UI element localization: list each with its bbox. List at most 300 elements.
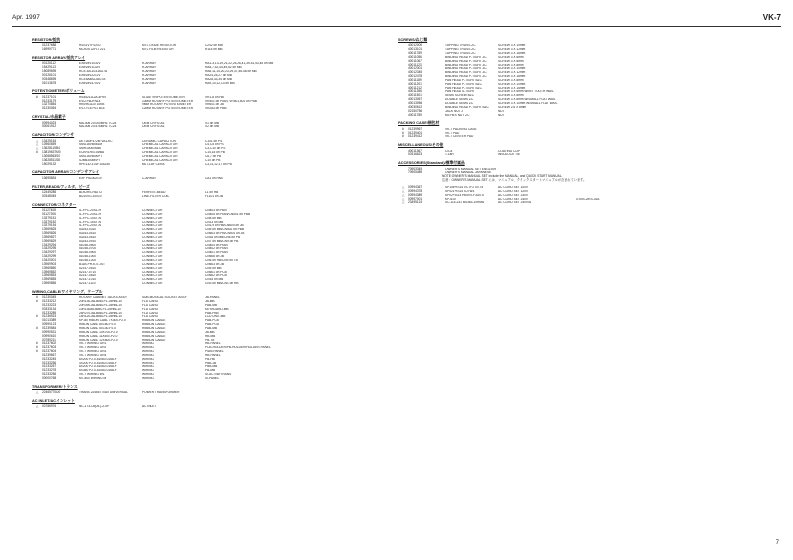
description: SCREW 3 X 6mm W/INT TOOTH WAS. bbox=[498, 90, 555, 94]
description: FLU CARD bbox=[142, 300, 158, 304]
description: AC CORD SET 120V bbox=[498, 189, 529, 193]
description: R-ARRAY bbox=[142, 73, 157, 77]
part-number: 40011367 bbox=[408, 148, 422, 153]
remarks: JB-MB bbox=[205, 300, 215, 304]
section-title: TRANSFORMER/トランス bbox=[32, 384, 78, 389]
mark: # bbox=[36, 94, 38, 99]
part-number: 01237602 bbox=[42, 341, 57, 346]
part-number: 00061912 bbox=[42, 124, 57, 129]
remarks: VR1-8 on HB bbox=[205, 95, 224, 99]
remarks: PAB-PBB bbox=[205, 311, 219, 315]
description: RIBBON CABLE bbox=[142, 323, 166, 327]
parts-row bbox=[36, 377, 396, 381]
part-number: 01013389 bbox=[42, 318, 57, 323]
description: FERRITE-BEAD bbox=[142, 190, 166, 194]
description: CONNECTOR bbox=[142, 270, 163, 274]
description: RIBBON CABLE bbox=[142, 319, 166, 323]
description: WIRING bbox=[142, 350, 154, 354]
part-name: IL-FPC-14ST-N bbox=[79, 216, 101, 220]
description: CHEMICAL CAPACITOR bbox=[142, 147, 178, 151]
mark: △ bbox=[402, 192, 405, 197]
part-name: 51048-1200 bbox=[79, 258, 97, 262]
part-name: OWNER'S MANUAL JAPANESE bbox=[445, 171, 492, 175]
part-number: 00789211 bbox=[42, 337, 56, 342]
remarks: CN402 on PIAN bbox=[205, 247, 228, 251]
part-number: 15029132 bbox=[42, 161, 57, 166]
part-number: 01239584 bbox=[42, 325, 57, 330]
part-number: 13429299 bbox=[42, 254, 57, 259]
description: SCREW 3 X 16mm bbox=[498, 86, 526, 90]
remarks bbox=[205, 391, 396, 395]
remarks bbox=[576, 153, 636, 157]
remarks: CN5 on MB bbox=[205, 266, 222, 270]
part-name: CS-8 bbox=[445, 149, 453, 153]
description: SCREW 3 X 8mm bbox=[498, 78, 524, 82]
part-number: 13628511S8 bbox=[42, 157, 60, 162]
part-number: 01233245 bbox=[42, 356, 57, 361]
description: R-ARRAY bbox=[142, 81, 157, 85]
part-name: SEMS SCREW BZC bbox=[445, 94, 475, 98]
part-number: 13969856 bbox=[42, 281, 57, 286]
mark: △ bbox=[36, 138, 39, 143]
description: WIRING bbox=[142, 361, 154, 365]
part-number: 00994023 bbox=[42, 120, 57, 125]
part-name: IL-FPC-24SL-H bbox=[79, 212, 101, 216]
part-number: 13969826 bbox=[42, 231, 57, 236]
part-name: DOUBLE SEMS ZC bbox=[445, 102, 474, 105]
part-number: 13379152 bbox=[42, 219, 57, 224]
part-name: SP02+IS14 H05VV-F3G0.5 bbox=[445, 193, 484, 197]
section-title: CAPACITOR ARRAY/コンデンサアレイ bbox=[32, 170, 100, 175]
mark: # bbox=[36, 325, 38, 330]
remarks: VR401 on PIAN, VR501,502 on PBB bbox=[205, 99, 257, 103]
part-number: 00990531 bbox=[42, 329, 57, 334]
part-name: TAPPING TRUSS ZC bbox=[445, 52, 476, 56]
part-name: 52147-1110 bbox=[79, 282, 96, 286]
remarks bbox=[576, 171, 636, 175]
part-number: 13969827 bbox=[42, 234, 57, 239]
description: SCREW 3 X 16mm bbox=[498, 52, 526, 56]
part-number: 13379151 bbox=[42, 215, 57, 220]
part-number: 00994378 bbox=[408, 188, 423, 193]
section-title: WIRING,CABLE/ワイヤリング、ケーブル bbox=[32, 289, 103, 294]
description: R-ARRAY bbox=[142, 70, 157, 74]
description: AC INLET bbox=[142, 405, 157, 409]
description: CONNECTOR bbox=[142, 235, 163, 239]
part-number: 40011212 bbox=[408, 85, 422, 90]
description: WIRING bbox=[142, 346, 154, 350]
part-number: 40011056 bbox=[408, 54, 422, 59]
manual-note: NOTE:OWNER'S MANUAL SET include the MANUAL, and QUICK START MANUAL. bbox=[442, 174, 563, 179]
description: MLT-LAY CERA bbox=[142, 162, 165, 166]
part-name: EXBV8V103JV bbox=[79, 62, 101, 66]
mark: △ bbox=[402, 188, 405, 193]
part-number: 13379154 bbox=[42, 223, 57, 228]
part-number: 16999771 bbox=[42, 47, 57, 52]
part-name: RIBON CABL 11X500-P2.0 bbox=[79, 334, 118, 338]
description: SCREW 3 X 8mm bbox=[498, 63, 524, 67]
description: WIRING bbox=[142, 373, 154, 377]
remarks: C6,7 on PB bbox=[205, 154, 222, 158]
part-name: PAN HEAD P-TIGHT BZC bbox=[445, 86, 482, 90]
remarks: LCD UNIT-MB bbox=[205, 315, 226, 319]
part-name: BINDING HEAD P-TIGHT ZC bbox=[445, 59, 487, 63]
part-name: MCR25 JZH J 221 bbox=[79, 48, 106, 52]
part-name: 14R120-A6-BBB-P1-25HBL10 bbox=[79, 315, 122, 319]
part-number: 13819637M0 bbox=[42, 150, 61, 155]
remarks: CN602 on PCB bbox=[205, 274, 227, 278]
part-name: RS4521112A-4PIN bbox=[79, 95, 106, 99]
remarks: PAB-MB bbox=[205, 303, 217, 307]
part-number: 01230054 bbox=[42, 106, 57, 111]
part-name: BINDING HEAD P-TIGHT BZC bbox=[445, 105, 489, 109]
part-number: 01233212 bbox=[42, 299, 57, 304]
part-name: VK-7 PAD bbox=[445, 131, 460, 135]
remarks: RA24,25,27 on MB bbox=[205, 73, 232, 77]
description: R-ARRAY bbox=[142, 77, 157, 81]
section-title: ACCESSORIES(Standard)/標準付属品 bbox=[398, 161, 465, 166]
part-number: 40011501 bbox=[408, 93, 422, 98]
part-name: OWNER'S MANUAL SET ENGLISH bbox=[445, 167, 496, 171]
part-number: 40011067 bbox=[408, 58, 422, 63]
part-number: 01127206 bbox=[42, 211, 56, 216]
description: CONNECTOR bbox=[142, 247, 163, 251]
part-name: ECKR1H472MBA bbox=[79, 151, 105, 155]
part-number: 40011356 bbox=[408, 89, 422, 94]
description: RIBBON CABLE bbox=[142, 338, 166, 342]
part-name: EXF P6100ZGV bbox=[79, 176, 102, 180]
mark: # bbox=[36, 150, 38, 155]
remarks: PAB-MB bbox=[205, 326, 217, 330]
description: CONNECTOR bbox=[142, 274, 163, 278]
remarks: SI-PANEL bbox=[205, 376, 220, 380]
remarks: CA1 on PAB bbox=[205, 176, 223, 180]
extra bbox=[636, 171, 772, 175]
section-title: PACKING CASE/梱包材 bbox=[398, 121, 440, 126]
description: CHEMICAL CAPACITOR bbox=[142, 158, 178, 162]
remarks: CN603 on PB/CN501 on JB bbox=[205, 232, 245, 236]
description: NUT bbox=[498, 113, 505, 117]
description: CONNECTOR bbox=[142, 224, 163, 228]
part-name: JACK NUT 2 bbox=[445, 109, 464, 113]
description: CONNECTOR bbox=[142, 232, 163, 236]
part-name: TAPPING TRUSS ZC bbox=[445, 48, 476, 52]
description: WIRING bbox=[142, 357, 154, 361]
parts-row bbox=[402, 201, 772, 205]
remarks: CN603 on JB bbox=[205, 262, 224, 266]
remarks: PB-MB bbox=[205, 369, 216, 373]
part-number: 02150756 bbox=[408, 108, 423, 113]
part-name: T-18R bbox=[445, 153, 454, 157]
part-name: RIBON CABL 5X130-P2.0 bbox=[79, 326, 116, 330]
section-title: CAPACITOR/コンデンサ bbox=[32, 133, 75, 138]
part-name: 6X350 P2.0-51060-0168-F bbox=[79, 369, 117, 373]
mark: # bbox=[36, 341, 38, 346]
part-number: 01239967 bbox=[408, 126, 423, 131]
part-name: VK-7 WIRING GR3 bbox=[79, 350, 107, 354]
part-number: 00126101 bbox=[42, 72, 57, 77]
part-number: 13429294 bbox=[42, 242, 57, 247]
parts-row bbox=[402, 153, 772, 157]
part-number: 13429297 bbox=[42, 250, 57, 255]
remarks: L1 on HB bbox=[205, 190, 219, 194]
description: CONNECTOR bbox=[142, 251, 163, 255]
part-number: 40013067 bbox=[408, 97, 423, 102]
section-title: FILTER,BEADS/フィルタ、ビーズ bbox=[32, 184, 90, 189]
part-number: 00000768 bbox=[42, 375, 57, 380]
description: CHEMICAL CAPACITOR bbox=[142, 143, 178, 147]
part-name: RPE132-101F104Z50 bbox=[79, 162, 111, 166]
remarks: C3,C10 on PS bbox=[205, 147, 226, 151]
part-name: PAN HEAD S-TIGHT bbox=[445, 90, 475, 94]
part-number: 70905489 bbox=[408, 170, 423, 175]
remarks: CN405 on PIAN/CN501 on PBB bbox=[205, 212, 251, 216]
description: CONNECTOR bbox=[142, 258, 163, 262]
description: CONNECTOR bbox=[142, 212, 163, 216]
description: AC CORD SET 240V/A bbox=[498, 201, 532, 205]
description: CONNECTOR bbox=[142, 220, 163, 224]
left-column bbox=[32, 34, 396, 409]
part-name: TRANS 22465770U0 UNIVERSAL bbox=[79, 391, 128, 395]
part-number: 01233256 bbox=[42, 360, 57, 365]
part-name: SMG16VB561M bbox=[79, 143, 103, 147]
description: CHEMICAL CAPACITOR bbox=[142, 154, 178, 158]
remarks: CN7 on MB/CN9 on PB bbox=[205, 239, 239, 243]
remarks: X2 on MB bbox=[205, 125, 219, 129]
part-name: BINDING HEAD P-TIGHT ZC bbox=[445, 63, 487, 67]
part-number: 13969825 bbox=[42, 227, 57, 232]
mark: △ bbox=[36, 146, 39, 151]
remarks: PCB-HOLDER/PB-HOLDER/HOLDER-PANEL bbox=[205, 346, 271, 350]
remarks bbox=[576, 114, 636, 118]
remarks bbox=[205, 405, 396, 409]
part-name: 4X200 P2.0-51060-0168-F bbox=[79, 361, 117, 365]
remarks: R115 on MB bbox=[205, 48, 223, 52]
part-number: 01233289 bbox=[42, 310, 57, 315]
part-number: 12449285 bbox=[42, 189, 57, 194]
part-name: BINDING HEAD P-TIGHT ZC bbox=[445, 55, 487, 59]
part-name: RK09K1110 10KB bbox=[79, 103, 105, 107]
remarks: SI-AC SW/TRANS bbox=[205, 373, 232, 377]
part-number: 00994389 bbox=[408, 192, 423, 197]
description: CONNECTOR bbox=[142, 266, 163, 270]
part-name: 6X200 P2.0-51060-0168-F bbox=[79, 365, 117, 369]
remarks: C10 on PB bbox=[205, 158, 221, 162]
part-number: 13969852 bbox=[42, 269, 57, 274]
part-name: DOUBLE SEMS ZC bbox=[445, 98, 474, 102]
part-number: 15089695 bbox=[42, 69, 57, 74]
part-name: BU10VG-10010 bbox=[79, 194, 102, 198]
description: FLU CARD bbox=[142, 311, 158, 315]
section-title: CONNECTOR/コネクター bbox=[32, 202, 77, 207]
remarks: HB-PANEL bbox=[205, 353, 221, 357]
header-date: Apr. 1997 bbox=[12, 14, 40, 21]
part-number: 13429295 bbox=[42, 246, 57, 251]
description: CONNECTOR bbox=[142, 262, 163, 266]
part-name: 53253-0510 bbox=[79, 235, 97, 239]
section-title: MISCELLANEOUS/その他 bbox=[398, 143, 444, 148]
description: WIRING bbox=[142, 353, 154, 357]
description: C-ARRAY bbox=[142, 176, 157, 180]
part-number: 13969903 bbox=[42, 261, 57, 266]
description: MTL OXIDE RESISTOR bbox=[142, 44, 177, 48]
description: CONNECTOR bbox=[142, 243, 163, 247]
description: POWER TRANSFORMER bbox=[142, 391, 180, 395]
part-number: 01237604 bbox=[42, 349, 57, 354]
parts-row bbox=[402, 135, 772, 139]
part-name: PAN HEAD P-TIGHT BZC bbox=[445, 78, 482, 82]
section-title: RESISTOR/抵抗 bbox=[32, 38, 60, 42]
part-name: KP-80 RIBON CABL 7X300-P2.0 bbox=[79, 319, 126, 323]
part-name: SC-114-231 BS363-10HMA bbox=[445, 201, 485, 205]
part-number: 00997001 bbox=[408, 196, 423, 201]
part-name: RIBON CABL 8X160-P2.0 bbox=[79, 323, 116, 327]
extra bbox=[636, 135, 772, 139]
remarks: PB-TB bbox=[205, 338, 215, 342]
parts-row bbox=[36, 391, 396, 395]
part-number: 13695834 bbox=[42, 175, 57, 180]
part-number: 00990123 bbox=[42, 322, 57, 327]
remarks: PAB-PCB bbox=[205, 323, 219, 327]
remarks: CN601 on PCB bbox=[205, 270, 227, 274]
part-number: 40030612 bbox=[408, 104, 423, 109]
description: WIRING bbox=[142, 365, 154, 369]
mark: △ bbox=[36, 390, 39, 395]
description: CONNECTOR bbox=[142, 209, 163, 212]
mark: # bbox=[36, 299, 38, 304]
parts-row bbox=[36, 82, 396, 86]
remarks: VR283 on PBB bbox=[205, 107, 227, 111]
parts-row bbox=[36, 125, 396, 129]
part-name: SP021+IS14 SJTW3 bbox=[445, 189, 475, 193]
part-name: 10R130A6-BBB-P1-25HBL10 bbox=[79, 307, 121, 311]
description: SCREW 3 X 10mm bbox=[498, 67, 526, 71]
remarks: C242 on MB bbox=[205, 44, 223, 48]
extra bbox=[636, 201, 772, 205]
description: AC CORD SET 230V bbox=[498, 193, 529, 197]
section-title: CRYSTAL/水晶素子 bbox=[32, 115, 66, 120]
part-number: 13969853 bbox=[42, 273, 57, 278]
extra bbox=[636, 153, 772, 157]
header-model: VK-7 bbox=[762, 13, 781, 22]
remarks: CN1,9 on HB/CN604 on JB bbox=[205, 224, 244, 228]
mark: △ bbox=[36, 404, 39, 409]
mark: △ bbox=[36, 142, 39, 147]
part-name: 51048-0700 bbox=[79, 247, 97, 251]
part-name: RSS1VTP220J bbox=[79, 44, 101, 48]
remarks: CN403 on PAN bbox=[205, 209, 227, 212]
description: SCREW 3 X 10mm W/SMALL FLAT WAS. bbox=[498, 102, 558, 105]
description: FLU CARD bbox=[142, 307, 158, 311]
part-name: VK-7 WIRING GR1 bbox=[79, 342, 107, 346]
description: NUT bbox=[498, 109, 505, 113]
description: SCREW 3 X 10mm bbox=[498, 44, 526, 48]
mark: # bbox=[36, 345, 38, 350]
part-number: 01239412 bbox=[408, 134, 423, 139]
mark: # bbox=[36, 314, 38, 319]
parts-row bbox=[36, 282, 396, 286]
part-number: 01233278 bbox=[42, 368, 57, 373]
description: CONNECTOR bbox=[142, 282, 163, 286]
part-name: BINDING HEAD P-TIGHT ZC bbox=[445, 71, 487, 75]
part-name: NC-173-15(04-)-Z-0P bbox=[79, 405, 110, 409]
remarks: CN3 on MB/CN1 on HB bbox=[205, 282, 239, 286]
part-name: SP106+IS14 VCTF2 X0.75 bbox=[445, 186, 484, 189]
part-number: 40011189 bbox=[408, 77, 422, 82]
right-column bbox=[398, 34, 772, 205]
part-number: 00126112 bbox=[42, 61, 56, 66]
part-name: EVJ-Y15 F01 B14 bbox=[79, 107, 105, 111]
part-name: PAN HEAD P-TIGHT BZC bbox=[445, 82, 482, 86]
description: INSULOCK TIE bbox=[498, 153, 521, 157]
part-name: KP-610 bbox=[445, 197, 456, 201]
part-number: 01233256 bbox=[42, 372, 57, 377]
description: SCREW 3 X 12mm bbox=[498, 71, 526, 75]
part-name: MA-406 20.000MHZ TC24 bbox=[79, 121, 117, 125]
part-name: VK-7 WIRING W1 bbox=[79, 373, 105, 377]
part-name: VK-7 WIRING GR4 bbox=[79, 353, 107, 357]
description: MTL FILM RESISTOR bbox=[142, 48, 174, 52]
parts-row bbox=[36, 48, 396, 52]
mark: △ bbox=[402, 196, 405, 201]
part-number: 40011123 bbox=[408, 62, 422, 67]
part-number: 40012301 bbox=[408, 66, 423, 71]
part-name: VK-7 WIRING GR2 bbox=[79, 346, 107, 350]
part-name: 24R270-A6-BBB-P1-25HBL10 bbox=[79, 311, 122, 315]
description: SUB-MUSICAL SOCKET ASSY bbox=[142, 296, 187, 300]
part-name: IL-FPC-20SL-H bbox=[79, 209, 101, 212]
part-number: 23495124 bbox=[408, 200, 423, 205]
description: SCREW 3 X 8mm W/SMALL FLAT WAS. bbox=[498, 98, 556, 102]
part-number: 40013056 bbox=[408, 101, 423, 105]
part-name: IL-FPC-15ST-N bbox=[79, 220, 101, 224]
part-name: 53253-0410 bbox=[79, 232, 97, 236]
part-number: 01237688 bbox=[42, 43, 57, 48]
description: SCREW 3 X 12mm bbox=[498, 48, 526, 52]
description bbox=[498, 135, 576, 139]
remarks: X1 on MB bbox=[205, 121, 219, 125]
description: CONNECTOR bbox=[142, 255, 163, 259]
remarks: FL101 on JB bbox=[205, 194, 224, 198]
description: RIBBON CABLE bbox=[142, 330, 166, 334]
part-name: B11B-PH-K-S JST bbox=[79, 262, 105, 266]
description: 10MM ROTARY POTENTIOMETER bbox=[142, 99, 194, 103]
part-number: 01239667 bbox=[42, 352, 57, 357]
part-number: 00348045 bbox=[42, 193, 57, 198]
remarks: JB-MB bbox=[205, 330, 215, 334]
section-title: SCREWS/ねじ類 bbox=[398, 38, 428, 42]
part-number: 40012345 bbox=[408, 70, 423, 75]
part-name: 52147-0510 bbox=[79, 266, 97, 270]
part-name: MT-800 WIRING M bbox=[79, 376, 107, 380]
part-name: RCE5A4B2JAG7A bbox=[79, 77, 106, 81]
remarks bbox=[576, 135, 636, 139]
parts-row bbox=[36, 107, 396, 111]
description: SCREW 3 X 10mm bbox=[498, 82, 526, 86]
part-number: 00333134 bbox=[42, 306, 57, 311]
part-name: 51048-0500 bbox=[79, 243, 97, 247]
parts-row bbox=[36, 163, 396, 167]
description: CONNECTOR bbox=[142, 228, 163, 232]
remarks bbox=[576, 201, 636, 205]
part-number: 00994367 bbox=[408, 185, 423, 189]
part-number: 70903345 bbox=[408, 166, 423, 171]
part-number: 01233223 bbox=[42, 302, 57, 307]
description: CHEMICAL CAPACITOR bbox=[142, 151, 178, 155]
description: SCREW 3 X 8mm bbox=[498, 94, 524, 98]
mark: △ bbox=[402, 200, 405, 205]
part-name: EVU-F6DFN14 bbox=[79, 99, 101, 103]
